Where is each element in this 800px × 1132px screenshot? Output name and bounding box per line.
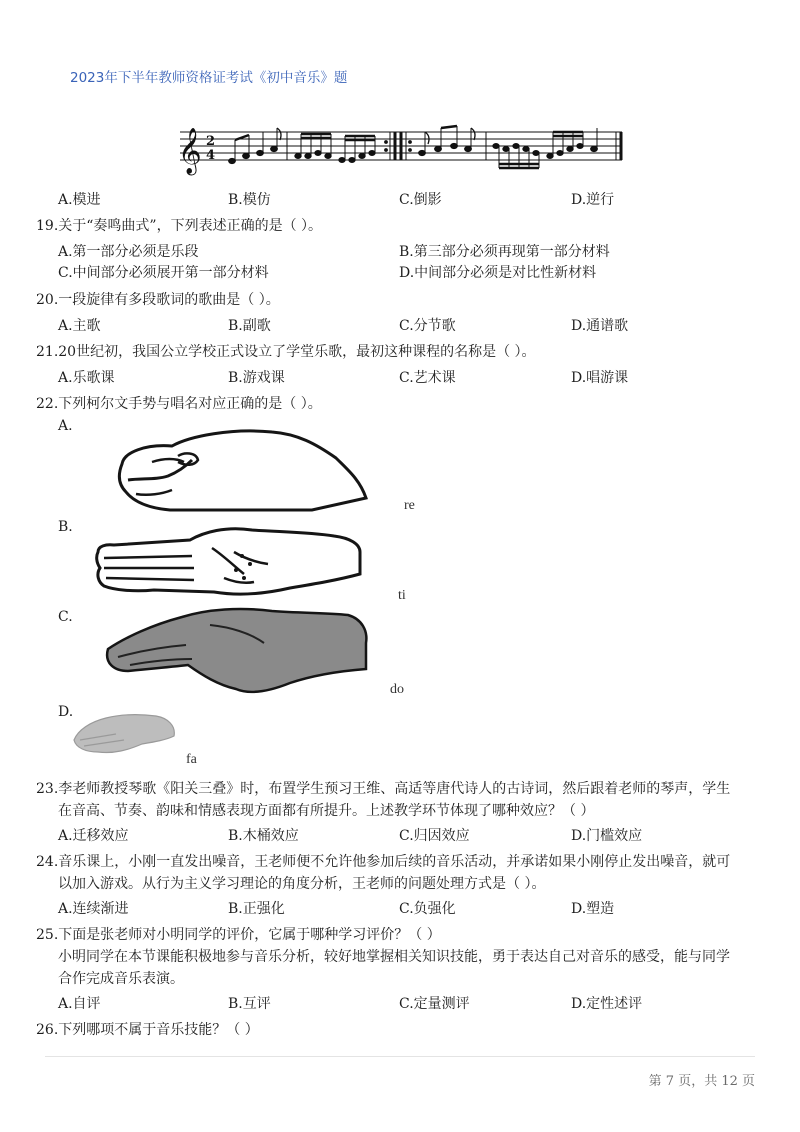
q21-option-d[interactable]: D.唱游课	[571, 370, 629, 386]
q21-option-b[interactable]: B.游戏课	[228, 370, 285, 386]
q23-stem-line2: 在音高、节奏、韵味和情感表现方面都有所提升。上述教学环节体现了哪种效应？（ ）	[58, 803, 595, 819]
hand-sign-downward-image	[100, 603, 370, 698]
q22-option-a-solfa: re	[404, 498, 415, 513]
q24-option-c[interactable]: C.负强化	[399, 901, 456, 917]
svg-text:2: 2	[206, 134, 216, 149]
q24-option-b[interactable]: B.正强化	[228, 901, 285, 917]
q21-option-a[interactable]: A.乐歌课	[58, 370, 115, 386]
q22-option-b-solfa: ti	[398, 588, 406, 603]
q24-stem-line1: 24.音乐课上，小刚一直发出噪音，王老师便不允许他参加后续的音乐活动，并承诺如果小刚停止发出噪音，就可	[36, 854, 731, 870]
q20-stem: 20.一段旋律有多段歌词的歌曲是（ ）。	[36, 292, 280, 308]
q22-option-b-letter[interactable]: B.	[58, 519, 73, 535]
hand-sign-fa-image	[70, 710, 178, 756]
q18-option-b[interactable]: B.模仿	[228, 192, 271, 208]
page-number: 第 7 页，共 12 页	[648, 1074, 755, 1089]
q22-option-c-solfa: do	[390, 682, 404, 697]
q20-option-a[interactable]: A.主歌	[58, 318, 101, 334]
q20-option-d[interactable]: D.通谱歌	[571, 318, 629, 334]
svg-text:4: 4	[206, 148, 216, 163]
q18-option-d[interactable]: D.逆行	[571, 192, 615, 208]
q21-option-c[interactable]: C.艺术课	[399, 370, 456, 386]
q25-passage-line2: 合作完成音乐表演。	[58, 971, 184, 987]
q19-stem: 19.关于“奏鸣曲式”，下列表述正确的是（ ）。	[36, 218, 323, 234]
hand-sign-flat-palm-image	[94, 518, 364, 598]
q25-option-a[interactable]: A.自评	[58, 996, 101, 1012]
q20-option-c[interactable]: C.分节歌	[399, 318, 456, 334]
q24-option-a[interactable]: A.连续渐进	[58, 901, 129, 917]
document-header: 2023年下半年教师资格证考试《初中音乐》题	[70, 70, 348, 86]
q22-option-a-letter[interactable]: A.	[58, 418, 73, 434]
q22-stem: 22.下列柯尔文手势与唱名对应正确的是（ ）。	[36, 396, 322, 412]
q23-option-a[interactable]: A.迁移效应	[58, 828, 129, 844]
q19-option-b[interactable]: B.第三部分必须再现第一部分材料	[399, 244, 610, 260]
q19-option-d[interactable]: D.中间部分必须是对比性新材料	[399, 265, 597, 281]
q25-passage-line1: 小明同学在本节课能积极地参与音乐分析，较好地掌握相关知识技能，勇于表达自己对音乐的感受，能与同学	[58, 949, 730, 965]
q24-stem-line2: 以加入游戏。从行为主义学习理论的角度分析，王老师的问题处理方式是（ ）。	[58, 876, 546, 892]
treble-clef-icon: 𝄞	[178, 128, 202, 174]
q25-option-d[interactable]: D.定性述评	[571, 996, 643, 1012]
q22-option-d-solfa: fa	[186, 752, 197, 767]
music-score-image	[170, 118, 630, 180]
q22-option-d-letter[interactable]: D.	[58, 704, 74, 720]
hand-sign-fist-image	[112, 422, 368, 512]
q19-option-a[interactable]: A.第一部分必须是乐段	[58, 244, 199, 260]
q23-option-d[interactable]: D.门槛效应	[571, 828, 643, 844]
q23-option-b[interactable]: B.木桶效应	[228, 828, 299, 844]
q21-stem: 21.20世纪初，我国公立学校正式设立了学堂乐歌，最初这种课程的名称是（ ）。	[36, 344, 536, 360]
q22-option-c-letter[interactable]: C.	[58, 609, 73, 625]
q19-option-c[interactable]: C.中间部分必须展开第一部分材料	[58, 265, 269, 281]
q23-stem-line1: 23.李老师教授琴歌《阳关三叠》时，布置学生预习王维、高适等唐代诗人的古诗词，然后跟着老师的琴声，学生	[36, 781, 731, 797]
q25-option-b[interactable]: B.互评	[228, 996, 271, 1012]
q25-option-c[interactable]: C.定量测评	[399, 996, 470, 1012]
q26-stem: 26.下列哪项不属于音乐技能？（ ）	[36, 1022, 259, 1038]
q24-option-d[interactable]: D.塑造	[571, 901, 615, 917]
q18-option-a[interactable]: A.模进	[58, 192, 101, 208]
q25-stem: 25.下面是张老师对小明同学的评价，它属于哪种学习评价？（ ）	[36, 927, 441, 943]
q18-option-c[interactable]: C.倒影	[399, 192, 442, 208]
q20-option-b[interactable]: B.副歌	[228, 318, 271, 334]
footer-divider	[45, 1056, 755, 1057]
q23-option-c[interactable]: C.归因效应	[399, 828, 470, 844]
